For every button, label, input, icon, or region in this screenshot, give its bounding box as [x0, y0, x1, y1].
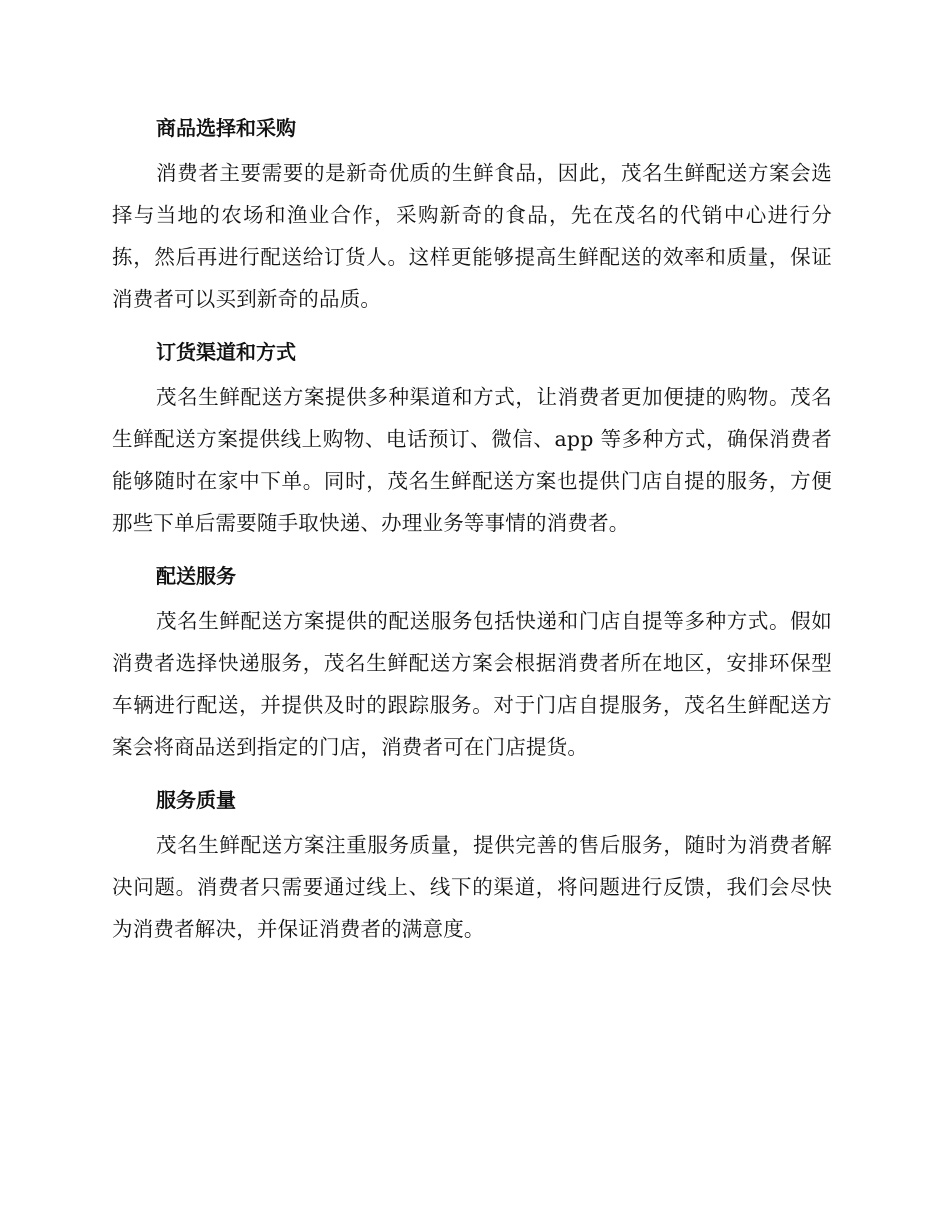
section-heading: 订货渠道和方式 — [156, 340, 296, 364]
section-heading: 服务质量 — [156, 788, 236, 812]
section-service-quality — [112, 780, 832, 950]
section-paragraph: 消费者主要需要的是新奇优质的生鲜食品，因此，茂名生鲜配送方案会选择与当地的农场和渔业合作，采购新奇的食品，先在茂名的代销中心进行分拣，然后再进行配送给订货人。这样更能够提高生鲜配送的效率和质量，保证消费者可以买到新奇的品质。 — [112, 161, 832, 311]
section-ordering-channels — [112, 332, 832, 544]
document-page — [112, 108, 832, 962]
section-heading: 配送服务 — [156, 564, 236, 588]
section-product-selection — [112, 108, 832, 320]
section-heading: 商品选择和采购 — [156, 116, 296, 140]
section-delivery-service — [112, 556, 832, 768]
section-paragraph: 茂名生鲜配送方案提供的配送服务包括快递和门店自提等多种方式。假如消费者选择快递服务，茂名生鲜配送方案会根据消费者所在地区，安排环保型车辆进行配送，并提供及时的跟踪服务。对于门店自提服务，茂名生鲜配送方案会将商品送到指定的门店，消费者可在门店提货。 — [112, 609, 832, 759]
section-paragraph: 茂名生鲜配送方案注重服务质量，提供完善的售后服务，随时为消费者解决问题。消费者只需要通过线上、线下的渠道，将问题进行反馈，我们会尽快为消费者解决，并保证消费者的满意度。 — [112, 833, 832, 941]
section-paragraph: 茂名生鲜配送方案提供多种渠道和方式，让消费者更加便捷的购物。茂名生鲜配送方案提供线上购物、电话预订、微信、app 等多种方式，确保消费者能够随时在家中下单。同时，茂名生鲜配送方案也提供门店自提的服务，方便那些下单后需要随手取快递、办理业务等事情的消费者。 — [112, 385, 832, 535]
